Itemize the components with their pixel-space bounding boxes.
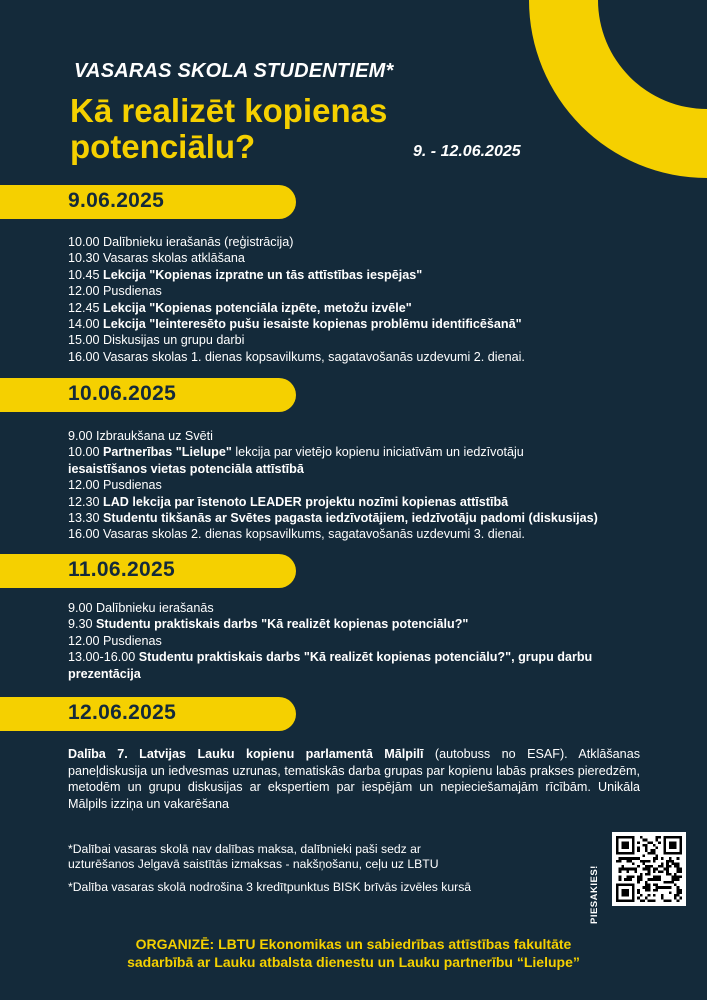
event-subtitle: VASARAS SKOLA STUDENTIEM* bbox=[74, 60, 394, 82]
schedule-item bbox=[68, 444, 638, 477]
item-time: 9.30 bbox=[68, 617, 97, 632]
schedule-item bbox=[68, 477, 638, 493]
apply-label: PIESAKIES! bbox=[589, 865, 600, 924]
schedule-item bbox=[68, 428, 638, 444]
schedule-item bbox=[68, 526, 638, 542]
item-title: Lekcija "Kopienas potenciāla izpēte, metožu izvēle" bbox=[103, 300, 412, 315]
day-4-description bbox=[68, 746, 640, 812]
schedule-item bbox=[68, 316, 638, 332]
schedule-item bbox=[68, 616, 638, 632]
item-text: 9.00 Izbraukšana uz Svēti bbox=[68, 429, 213, 443]
item-title: Lekcija "Kopienas izpratne un tās attīstības iespējas" bbox=[103, 267, 423, 282]
day-date-3: 11.06.2025 bbox=[68, 558, 175, 581]
schedule-item bbox=[68, 250, 638, 266]
schedule-item bbox=[68, 510, 638, 526]
item-time: 10.00 bbox=[68, 445, 104, 460]
item-text: lekcija par vietējo kopienu iniciatīvām un iedzīvotāju bbox=[231, 445, 524, 460]
schedule-item bbox=[68, 600, 638, 616]
organizer-footer bbox=[0, 935, 707, 971]
organizer-line-1: ORGANIZĒ: LBTU Ekonomikas un sabiedrības attīstības fakultāte bbox=[135, 936, 572, 952]
item-time: 13.00-16.00 bbox=[68, 650, 139, 665]
schedule-item bbox=[68, 332, 638, 348]
day-4-highlight: Dalība 7. Latvijas Lauku kopienu parlamentā Mālpilī bbox=[68, 747, 424, 761]
schedule-item bbox=[68, 349, 638, 365]
schedule-day-1 bbox=[68, 234, 638, 365]
item-time: 10.45 bbox=[68, 267, 104, 282]
item-title: Studentu praktiskais darbs "Kā realizēt kopienas potenciālu?" bbox=[96, 617, 469, 632]
item-text: 9.00 Dalībnieku ierašanās bbox=[68, 601, 214, 615]
day-4-text: (autobuss no ESAF). Atklāšanas paneļdiskusija un iedvesmas uzrunas, tematiskās darba grupas par kopienu labās prakses pieredzēm, metodēm un grupu diskusijas ar ekspertiem par iespējām un nepieciešamajām rīcībām. Unikāla Mālpils izziņa un vakarēšana bbox=[68, 747, 640, 811]
registration-qr-code[interactable] bbox=[612, 832, 686, 906]
schedule-item bbox=[68, 633, 638, 649]
schedule-item bbox=[68, 494, 638, 510]
day-banner-2 bbox=[0, 378, 296, 412]
schedule-item bbox=[68, 649, 638, 682]
footnote-credits: *Dalība vasaras skolā nodrošina 3 kredītpunktus BISK brīvās izvēles kursā bbox=[68, 879, 472, 894]
item-text: 12.00 Pusdienas bbox=[68, 284, 162, 299]
day-banner-1 bbox=[0, 185, 296, 219]
organizer-line-2: sadarbībā ar Lauku atbalsta dienestu un Lauku partnerību “Lielupe” bbox=[127, 954, 580, 970]
schedule-item bbox=[68, 283, 638, 299]
schedule-day-3 bbox=[68, 600, 638, 682]
item-time: 12.30 bbox=[68, 494, 104, 509]
item-title-continued: iesaistīšanos vietas potenciāla attīstībā bbox=[68, 461, 304, 476]
schedule-item bbox=[68, 300, 638, 316]
schedule-item bbox=[68, 267, 638, 283]
schedule-day-2 bbox=[68, 428, 638, 543]
event-title-line-2: potenciālu? bbox=[70, 128, 256, 165]
item-text: 15.00 Diskusijas un grupu darbi bbox=[68, 333, 245, 348]
footnote-fee: *Dalībai vasaras skolā nav dalības maksa, dalībnieki paši sedz ar uzturēšanos Jelgavā saistītās izmaksas - nakšņošanu, ceļu uz LBTU bbox=[68, 842, 439, 871]
item-time: 13.30 bbox=[68, 511, 104, 526]
item-title: Studentu praktiskais darbs "Kā realizēt kopienas potenciālu?", grupu darbu bbox=[138, 650, 593, 665]
item-time: 14.00 bbox=[68, 317, 104, 332]
item-text: 10.30 Vasaras skolas atklāšana bbox=[68, 251, 245, 266]
day-date-1: 9.06.2025 bbox=[68, 189, 165, 212]
day-banner-3 bbox=[0, 554, 296, 588]
day-date-2: 10.06.2025 bbox=[68, 382, 177, 405]
footnotes bbox=[68, 842, 568, 894]
item-title: LAD lekcija par īstenoto LEADER projektu nozīmi kopienas attīstībā bbox=[103, 494, 509, 509]
day-banner-4 bbox=[0, 697, 296, 731]
item-time: 12.45 bbox=[68, 300, 104, 315]
item-text: 16.00 Vasaras skolas 1. dienas kopsavilkums, sagatavošanās uzdevumi 2. dienai. bbox=[68, 349, 525, 364]
schedule-item bbox=[68, 234, 638, 250]
item-title: Partnerības "Lielupe" bbox=[103, 445, 232, 460]
item-title: Lekcija "Ieinteresēto pušu iesaiste kopienas problēmu identificēšanā" bbox=[103, 317, 522, 332]
day-date-4: 12.06.2025 bbox=[68, 701, 177, 724]
qr-code-icon bbox=[616, 836, 682, 902]
event-title-line-1: Kā realizēt kopienas bbox=[70, 92, 388, 129]
item-text: 12.00 Pusdienas bbox=[68, 478, 162, 493]
item-text: 12.00 Pusdienas bbox=[68, 633, 162, 648]
item-text: 16.00 Vasaras skolas 2. dienas kopsavilkums, sagatavošanās uzdevumi 3. dienai. bbox=[68, 527, 525, 542]
item-title-continued: prezentācija bbox=[68, 666, 141, 681]
item-text: 10.00 Dalībnieku ierašanās (reģistrācija) bbox=[68, 235, 294, 249]
event-dates: 9. - 12.06.2025 bbox=[413, 143, 521, 160]
item-title: Studentu tikšanās ar Svētes pagasta iedzīvotājiem, iedzīvotāju padomi (diskusijas) bbox=[103, 511, 598, 526]
